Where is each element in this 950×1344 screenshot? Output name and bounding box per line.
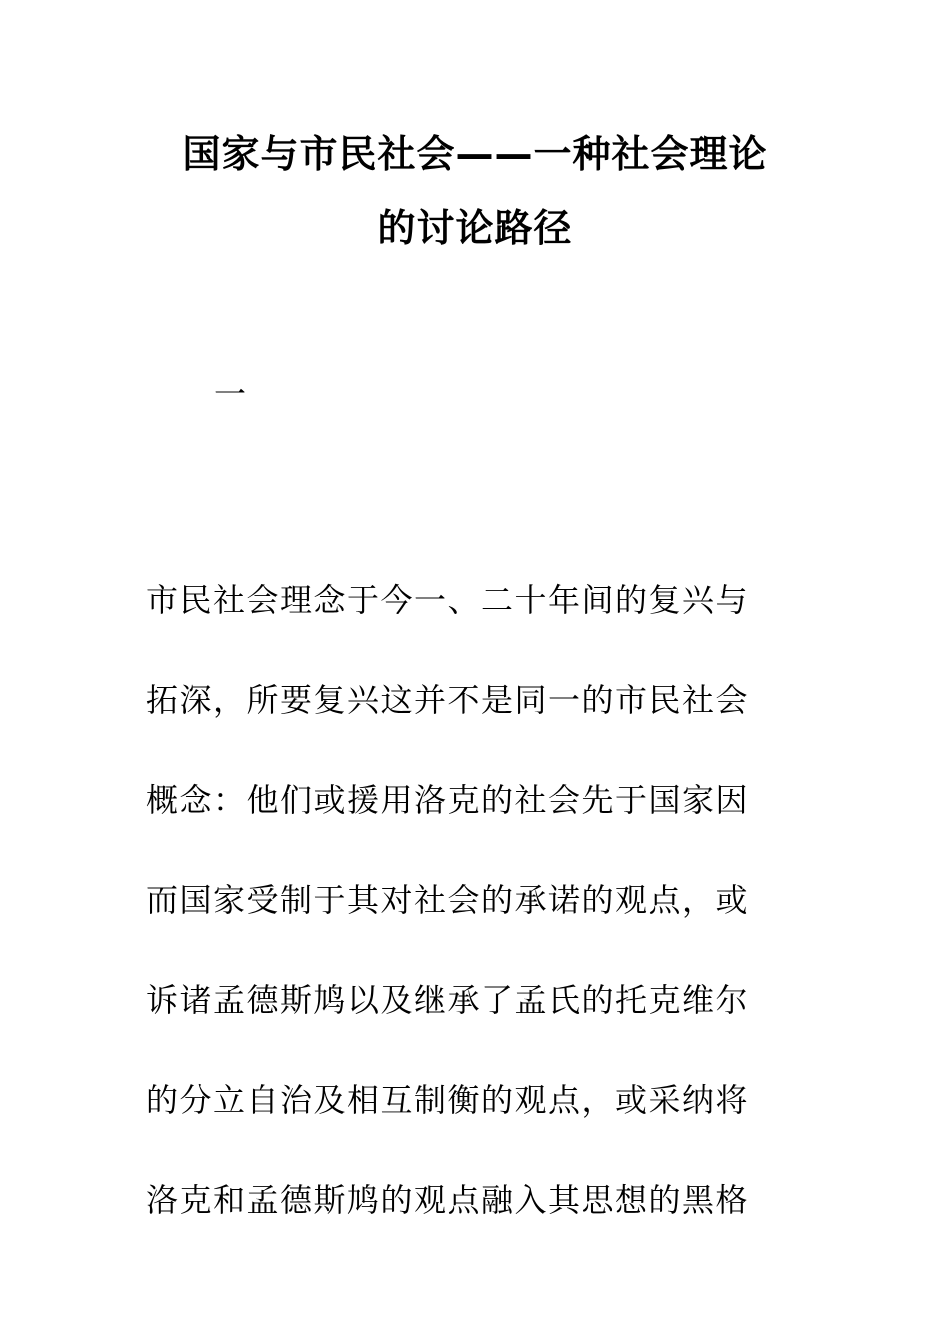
paragraph-line: 诉诸孟德斯鸠以及继承了孟氏的托克维尔 (146, 981, 750, 1019)
paragraph-line: 拓深，所要复兴这并不是同一的市民社会 (146, 681, 750, 719)
document-title-line-2: 的讨论路径 (377, 206, 573, 250)
body-paragraph (146, 572, 786, 1272)
paragraph-line: 概念：他们或援用洛克的社会先于国家因 (146, 781, 750, 819)
document-title-line-1: 国家与市民社会——一种社会理论 (182, 132, 768, 176)
paragraph-line: 而国家受制于其对社会的承诺的观点，或 (146, 881, 750, 919)
section-number: 一 (214, 375, 247, 413)
paragraph-line: 市民社会理念于今一、二十年间的复兴与 (146, 581, 750, 619)
paragraph-line: 洛克和孟德斯鸠的观点融入其思想的黑格 (146, 1181, 750, 1219)
paragraph-line: 的分立自治及相互制衡的观点，或采纳将 (146, 1081, 750, 1119)
